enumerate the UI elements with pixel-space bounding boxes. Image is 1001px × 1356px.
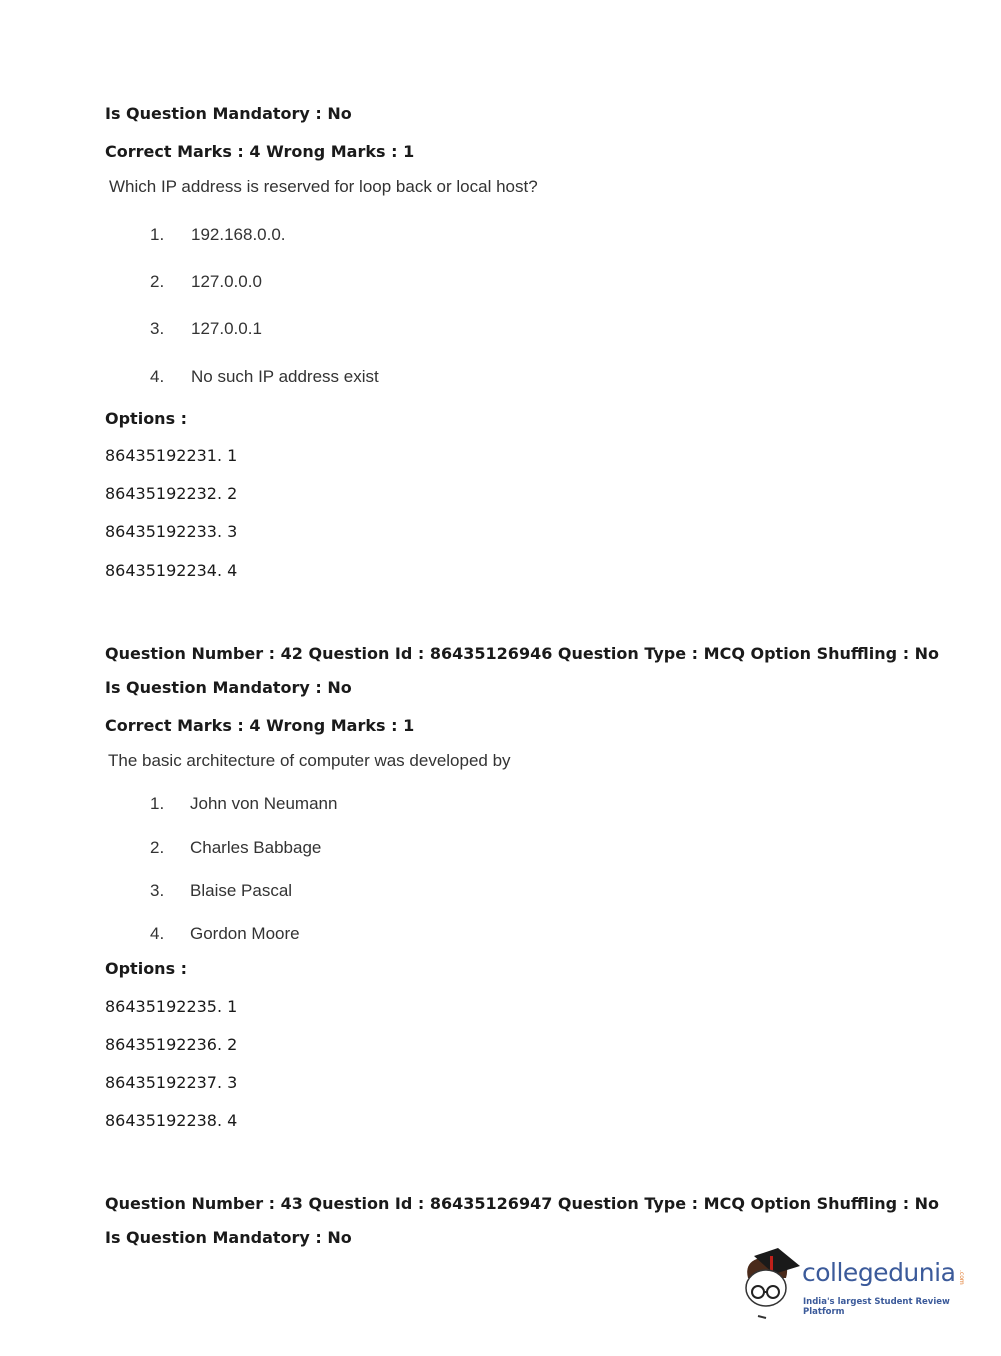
q42-choice-num: 4. (150, 924, 165, 943)
q41-options-label: Options : (105, 409, 188, 428)
q42-option-id: 86435192237. 3 (105, 1073, 238, 1092)
q41-choice: 127.0.0.1 (191, 319, 262, 338)
q42-choice-num: 1. (150, 794, 165, 813)
q41-question: Which IP address is reserved for loop back or local host? (109, 177, 538, 196)
q41-mandatory: Is Question Mandatory : No (105, 104, 352, 123)
q42-mandatory: Is Question Mandatory : No (105, 678, 352, 697)
q42-marks: Correct Marks : 4 Wrong Marks : 1 (105, 716, 415, 735)
logo-com: .com (958, 1270, 965, 1285)
q42-choice-num: 3. (150, 881, 165, 900)
q42-option-id: 86435192238. 4 (105, 1111, 238, 1130)
student-mascot-icon (740, 1248, 802, 1323)
q41-option-id: 86435192234. 4 (105, 561, 238, 580)
q42-choice: Gordon Moore (190, 924, 300, 943)
logo-tagline: India's largest Student Review Platform (803, 1297, 950, 1317)
q41-choice-num: 3. (150, 319, 165, 338)
collegedunia-logo (740, 1248, 970, 1323)
q43-header: Question Number : 43 Question Id : 86435126947 Question Type : MCQ Option Shuffling : No (105, 1194, 940, 1213)
q41-choice: No such IP address exist (191, 367, 379, 386)
q42-header: Question Number : 42 Question Id : 86435126946 Question Type : MCQ Option Shuffling : No (105, 644, 940, 663)
q41-choice-num: 2. (150, 272, 165, 291)
q42-choice-num: 2. (150, 838, 165, 857)
q41-choice-num: 1. (150, 225, 165, 244)
q42-choice: John von Neumann (190, 794, 338, 813)
q41-option-id: 86435192232. 2 (105, 484, 238, 503)
q42-question: The basic architecture of computer was developed by (108, 751, 511, 770)
q42-options-label: Options : (105, 959, 188, 978)
q43-mandatory: Is Question Mandatory : No (105, 1228, 352, 1247)
q41-option-id: 86435192231. 1 (105, 446, 238, 465)
q42-option-id: 86435192235. 1 (105, 997, 238, 1016)
q41-choice: 127.0.0.0 (191, 272, 262, 291)
q41-marks: Correct Marks : 4 Wrong Marks : 1 (105, 142, 415, 161)
q42-choice: Blaise Pascal (190, 881, 293, 900)
q41-option-id: 86435192233. 3 (105, 522, 238, 541)
q42-option-id: 86435192236. 2 (105, 1035, 238, 1054)
q42-choice: Charles Babbage (190, 838, 322, 857)
logo-wordmark: collegedunia (802, 1258, 956, 1287)
q41-choice: 192.168.0.0. (191, 225, 286, 244)
q41-choice-num: 4. (150, 367, 165, 386)
